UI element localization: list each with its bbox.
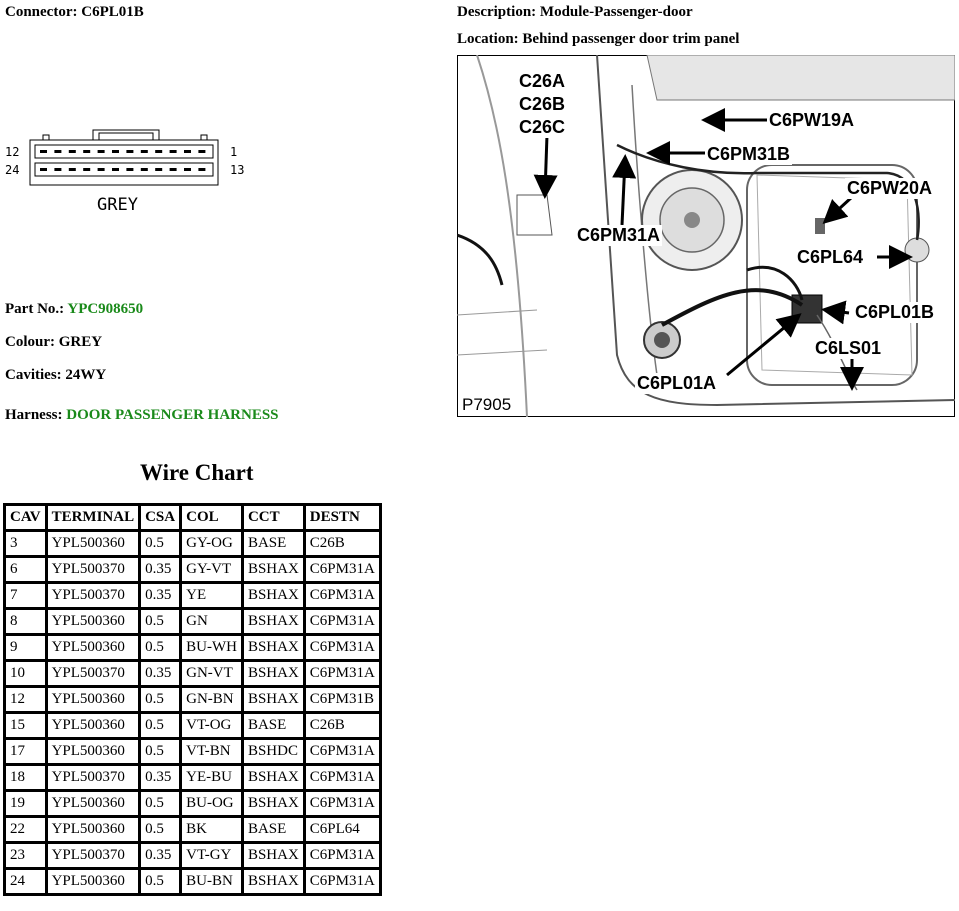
table-row (5, 843, 381, 869)
colour-field (5, 333, 102, 351)
wire-chart-title: Wire Chart (140, 460, 254, 485)
table-cell-cct: BSHAX (242, 661, 304, 687)
table-cell-terminal: YPL500370 (46, 583, 140, 609)
cavities-field (5, 366, 106, 384)
pin-slot (112, 150, 119, 153)
table-cell-cav: 23 (5, 843, 47, 869)
table-cell-cct: BSHAX (242, 609, 304, 635)
table-cell-destn: C6PM31A (304, 635, 380, 661)
table-cell-cct: BSHAX (242, 635, 304, 661)
table-cell-cav: 24 (5, 869, 47, 895)
pin-slot (170, 150, 177, 153)
table-cell-csa: 0.5 (140, 531, 181, 557)
diagram-label-c6pl01a: C6PL01A (637, 373, 717, 393)
table-cell-csa: 0.5 (140, 739, 181, 765)
table-cell-col: GY-VT (181, 557, 243, 583)
table-cell-cav: 6 (5, 557, 47, 583)
table-row (5, 609, 381, 635)
colour-label: Colour: (5, 334, 55, 350)
table-cell-col: BU-OG (181, 791, 243, 817)
connector-field (5, 3, 144, 21)
pin-slot (155, 150, 162, 153)
table-row (5, 635, 381, 661)
table-row (5, 791, 381, 817)
wire-chart-header-cct: CCT (242, 505, 304, 531)
table-cell-csa: 0.5 (140, 869, 181, 895)
wire-chart-header-terminal: TERMINAL (46, 505, 140, 531)
diagram-label-c6ls01: C6LS01 (815, 338, 882, 358)
table-cell-cct: BSHDC (242, 739, 304, 765)
diagram-label-c26a: C26A (519, 71, 566, 91)
table-cell-csa: 0.5 (140, 817, 181, 843)
table-cell-csa: 0.35 (140, 557, 181, 583)
table-row (5, 869, 381, 895)
connector-label: Connector: (5, 4, 78, 20)
table-cell-cav: 19 (5, 791, 47, 817)
wire-chart-header-csa: CSA (140, 505, 181, 531)
table-cell-col: VT-GY (181, 843, 243, 869)
table-cell-destn: C26B (304, 531, 380, 557)
table-cell-csa: 0.5 (140, 687, 181, 713)
connector-value: C6PL01B (81, 4, 144, 20)
wire-chart-header-col: COL (181, 505, 243, 531)
pin-slot (98, 150, 105, 153)
pin-slot (141, 150, 148, 153)
pin-slot (155, 168, 162, 171)
diagram-label-c6pl01b: C6PL01B (855, 302, 935, 322)
table-cell-col: VT-OG (181, 713, 243, 739)
table-cell-csa: 0.5 (140, 791, 181, 817)
pin-slot (83, 168, 90, 171)
table-cell-cav: 8 (5, 609, 47, 635)
table-cell-terminal: YPL500370 (46, 557, 140, 583)
pin-slot (126, 150, 133, 153)
part-no-field (5, 300, 143, 318)
table-cell-destn: C6PL64 (304, 817, 380, 843)
pin-24-label: 24 (5, 163, 20, 177)
pin-slot (98, 168, 105, 171)
table-row (5, 661, 381, 687)
table-cell-csa: 0.5 (140, 609, 181, 635)
table-cell-csa: 0.5 (140, 713, 181, 739)
diagram-label-c6pw19a: C6PW19A (769, 110, 855, 130)
table-cell-col: BU-BN (181, 869, 243, 895)
table-cell-cct: BASE (242, 531, 304, 557)
pin-12-label: 12 (5, 145, 20, 159)
pin-slot (54, 168, 61, 171)
description-label: Description: (457, 4, 537, 20)
table-cell-cct: BSHAX (242, 869, 304, 895)
table-cell-cav: 10 (5, 661, 47, 687)
connector-colour-text: GREY (97, 195, 138, 215)
table-cell-cav: 9 (5, 635, 47, 661)
table-cell-destn: C6PM31A (304, 739, 380, 765)
table-cell-terminal: YPL500360 (46, 609, 140, 635)
table-cell-destn: C26B (304, 713, 380, 739)
diagram-reference: P7905 (462, 395, 512, 414)
table-cell-cav: 17 (5, 739, 47, 765)
table-cell-col: GN-VT (181, 661, 243, 687)
location-field (457, 30, 739, 48)
description-field (457, 3, 693, 21)
wire-chart-header-row (5, 505, 381, 531)
table-cell-col: GN (181, 609, 243, 635)
pin-slot (40, 168, 47, 171)
table-cell-cav: 18 (5, 765, 47, 791)
cavities-value: 24WY (65, 367, 107, 383)
location-value: Behind passenger door trim panel (522, 31, 740, 47)
pin-slot (83, 150, 90, 153)
table-row (5, 817, 381, 843)
harness-value[interactable]: DOOR PASSENGER HARNESS (66, 407, 279, 423)
table-cell-terminal: YPL500360 (46, 635, 140, 661)
table-cell-col: BU-WH (181, 635, 243, 661)
pin-slot (141, 168, 148, 171)
table-cell-destn: C6PM31A (304, 661, 380, 687)
table-cell-destn: C6PM31A (304, 869, 380, 895)
table-cell-destn: C6PM31A (304, 843, 380, 869)
harness-label: Harness: (5, 407, 63, 423)
wire-chart-header-destn: DESTN (304, 505, 380, 531)
table-cell-csa: 0.35 (140, 661, 181, 687)
table-cell-col: YE (181, 583, 243, 609)
pin-1-label: 1 (230, 145, 238, 159)
table-cell-cct: BSHAX (242, 583, 304, 609)
pin-slot (69, 150, 76, 153)
table-row (5, 739, 381, 765)
table-cell-terminal: YPL500360 (46, 739, 140, 765)
table-cell-destn: C6PM31B (304, 687, 380, 713)
diagram-label-c6pm31a: C6PM31A (577, 225, 661, 245)
table-cell-destn: C6PM31A (304, 583, 380, 609)
pin-slot (198, 168, 205, 171)
diagram-label-c6pl64: C6PL64 (797, 247, 864, 267)
table-cell-col: GN-BN (181, 687, 243, 713)
pin-slot (170, 168, 177, 171)
pin-slot (184, 150, 191, 153)
table-cell-destn: C6PM31A (304, 765, 380, 791)
table-row (5, 557, 381, 583)
pin-slot (184, 168, 191, 171)
table-cell-terminal: YPL500360 (46, 791, 140, 817)
connector-face-drawing (5, 127, 250, 222)
table-row (5, 713, 381, 739)
pin-slot (69, 168, 76, 171)
pin-slot (112, 168, 119, 171)
table-cell-destn: C6PM31A (304, 791, 380, 817)
table-cell-cct: BSHAX (242, 557, 304, 583)
table-cell-col: VT-BN (181, 739, 243, 765)
table-cell-col: GY-OG (181, 531, 243, 557)
table-cell-cct: BSHAX (242, 687, 304, 713)
cavities-label: Cavities: (5, 367, 62, 383)
table-cell-csa: 0.35 (140, 843, 181, 869)
table-cell-csa: 0.35 (140, 765, 181, 791)
table-row (5, 687, 381, 713)
table-cell-cav: 22 (5, 817, 47, 843)
table-cell-terminal: YPL500370 (46, 765, 140, 791)
pin-13-label: 13 (230, 163, 245, 177)
table-row (5, 531, 381, 557)
diagram-label-c6pw20a: C6PW20A (847, 178, 933, 198)
table-cell-cct: BSHAX (242, 791, 304, 817)
table-cell-terminal: YPL500360 (46, 531, 140, 557)
table-cell-cct: BSHAX (242, 765, 304, 791)
description-value: Module-Passenger-door (539, 4, 693, 20)
table-cell-cct: BASE (242, 713, 304, 739)
diagram-label-c6pm31b: C6PM31B (707, 144, 791, 164)
colour-value: GREY (58, 334, 103, 350)
table-cell-cav: 7 (5, 583, 47, 609)
pin-slot (40, 150, 47, 153)
diagram-label-c26b: C26B (519, 94, 566, 114)
pin-slot (198, 150, 205, 153)
table-row (5, 765, 381, 791)
table-cell-terminal: YPL500360 (46, 869, 140, 895)
pin-slot (54, 150, 61, 153)
table-cell-terminal: YPL500360 (46, 687, 140, 713)
table-cell-terminal: YPL500360 (46, 817, 140, 843)
location-diagram (457, 55, 955, 417)
table-cell-csa: 0.35 (140, 583, 181, 609)
diagram-label-c26c: C26C (519, 117, 566, 137)
table-cell-terminal: YPL500370 (46, 843, 140, 869)
table-cell-cct: BSHAX (242, 843, 304, 869)
table-cell-cav: 12 (5, 687, 47, 713)
table-cell-csa: 0.5 (140, 635, 181, 661)
wire-chart-table (3, 503, 382, 896)
table-cell-cav: 15 (5, 713, 47, 739)
wire-chart-header-cav: CAV (5, 505, 47, 531)
part-no-value[interactable]: YPC908650 (67, 301, 144, 317)
table-cell-terminal: YPL500370 (46, 661, 140, 687)
table-cell-cct: BASE (242, 817, 304, 843)
table-cell-terminal: YPL500360 (46, 713, 140, 739)
table-cell-col: BK (181, 817, 243, 843)
table-cell-destn: C6PM31A (304, 557, 380, 583)
table-cell-destn: C6PM31A (304, 609, 380, 635)
harness-field (5, 406, 279, 424)
table-cell-cav: 3 (5, 531, 47, 557)
pin-slot (126, 168, 133, 171)
part-no-label: Part No.: (5, 301, 65, 317)
table-row (5, 583, 381, 609)
location-label: Location: (457, 31, 519, 47)
table-cell-col: YE-BU (181, 765, 243, 791)
